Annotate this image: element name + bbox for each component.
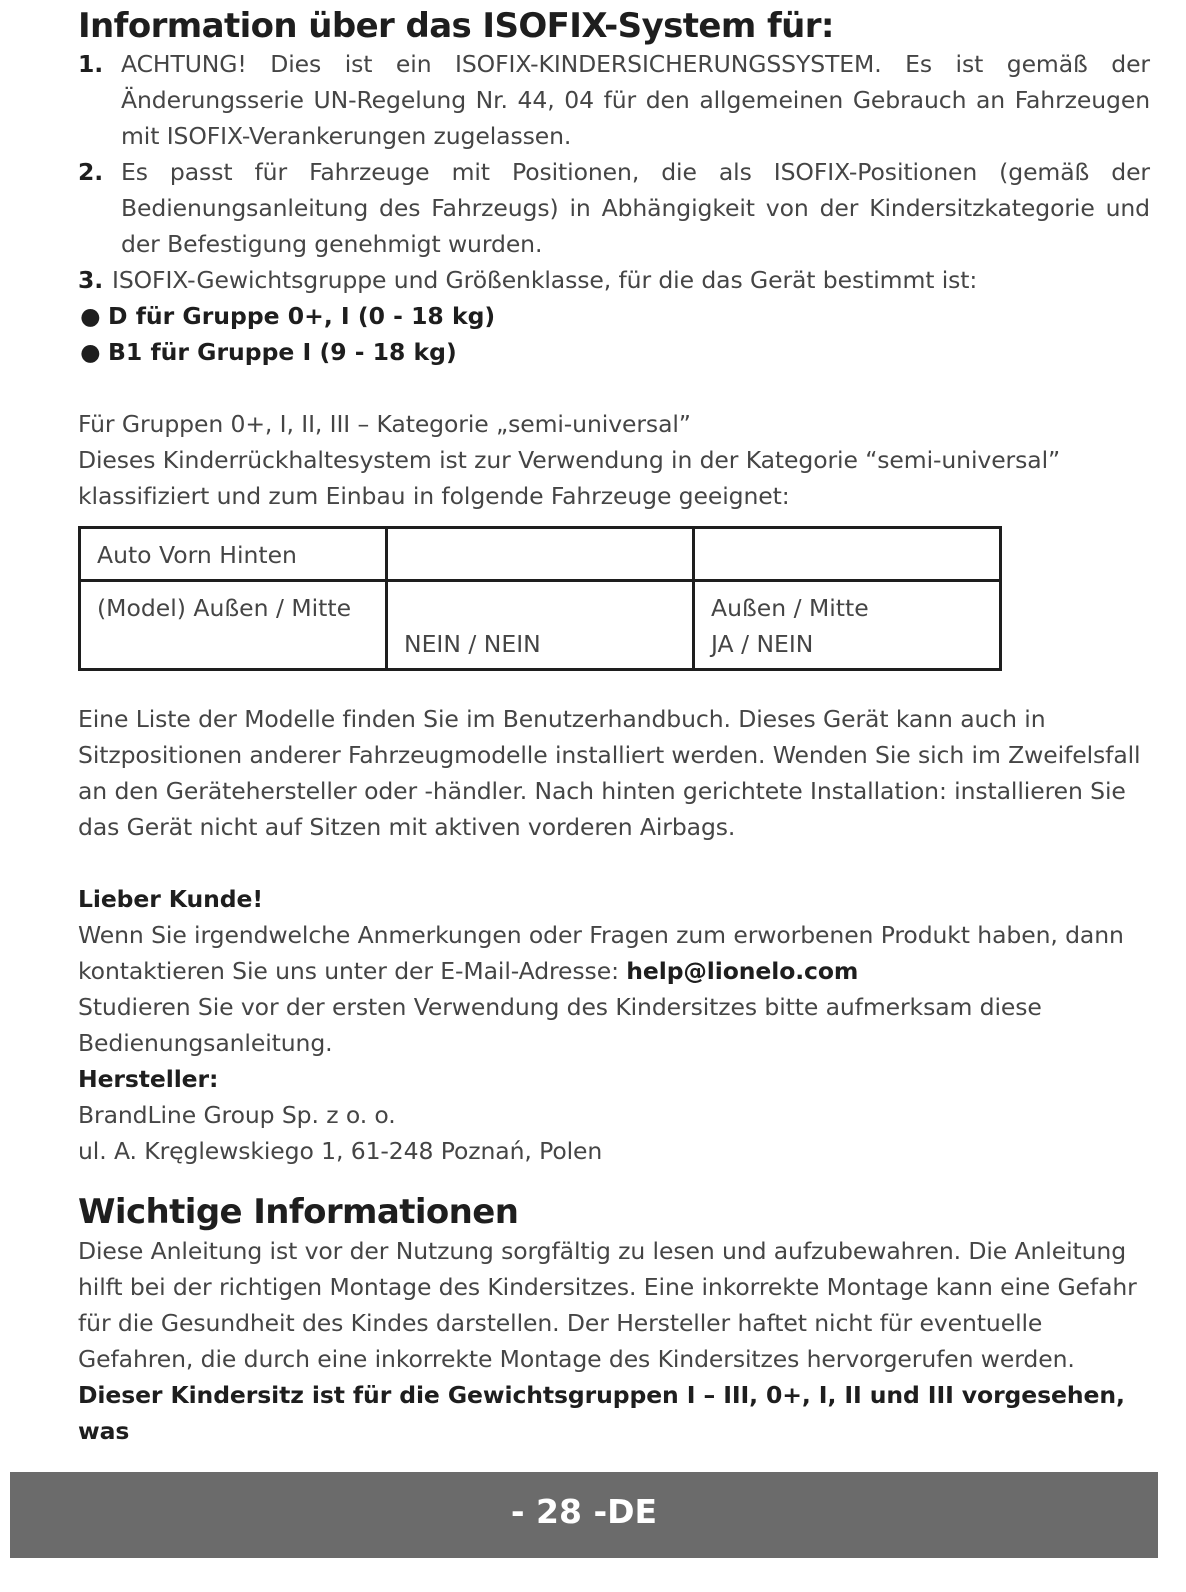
spacer	[78, 845, 1150, 881]
table-cell	[694, 528, 1001, 581]
table-cell: (Model) Außen / Mitte	[80, 581, 387, 670]
document-page	[78, 0, 1150, 1449]
contact-text: Wenn Sie irgendwelche Anmerkungen oder Fragen zum erworbenen Produkt haben, dann kontaktieren Sie uns unter der E-Mail-Adresse:	[78, 921, 1124, 985]
table-row	[80, 528, 1001, 581]
item-number: 1.	[78, 50, 104, 78]
cell-line: Außen / Mitte	[711, 594, 869, 622]
table-cell	[387, 581, 694, 670]
bullet-text: B1 für Gruppe I (9 - 18 kg)	[108, 338, 457, 366]
list-item	[78, 46, 1150, 154]
page-number: - 28 -DE	[510, 1492, 658, 1531]
spacer	[78, 370, 1150, 406]
bullet-icon: ●	[80, 338, 101, 366]
table-row	[80, 581, 1001, 670]
item-text: ISOFIX-Gewichtsgruppe und Größenklasse, für die das Gerät bestimmt ist:	[112, 266, 978, 294]
item-number: 2.	[78, 158, 104, 186]
bullet-item	[78, 334, 1150, 370]
manufacturer-name: BrandLine Group Sp. z o. o.	[78, 1101, 396, 1129]
cell-line	[404, 590, 676, 626]
list-item	[78, 262, 1150, 298]
manufacturer-label: Hersteller:	[78, 1065, 219, 1093]
important-text: Diese Anleitung ist vor der Nutzung sorgfältig zu lesen und aufzubewahren. Die Anleitung hilft bei der richtigen Montage des Kindersitzes. Eine inkorrekte Montage kann eine Gefahr für die Gesundheit des Kindes darstellen. Der Hersteller haftet nicht für eventuelle Gefahren, die durch eine inkorrekte Montage des Kindersitzes hervorgerufen werden.	[78, 1237, 1137, 1373]
cell-line: JA / NEIN	[711, 630, 814, 658]
customer-greeting: Lieber Kunde!	[78, 885, 263, 913]
important-title: Wichtige Informationen	[78, 1192, 519, 1232]
bullet-text: D für Gruppe 0+, I (0 - 18 kg)	[108, 302, 496, 330]
semi-universal-description: Dieses Kinderrückhaltesystem ist zur Verwendung in der Kategorie “semi-universal” klassifiziert und zum Einbau in folgende Fahrzeuge geeignet:	[78, 446, 1061, 510]
table-cell	[387, 528, 694, 581]
item-text: Es passt für Fahrzeuge mit Positionen, die als ISOFIX-Positionen (gemäß der Bedienungsanleitung des Fahrzeugs) in Abhängigkeit von der Kindersitzkategorie und der Befestigung genehmigt wurden.	[121, 158, 1150, 258]
customer-study-note: Studieren Sie vor der ersten Verwendung des Kindersitzes bitte aufmerksam diese Bedienungsanleitung.	[78, 993, 1042, 1057]
table-cell: Auto Vorn Hinten	[80, 528, 387, 581]
isofix-numbered-list	[78, 46, 1150, 298]
item-number: 3.	[78, 266, 104, 294]
important-bold-text: Dieser Kindersitz ist für die Gewichtsgruppen I – III, 0+, I, II und III vorgesehen, was	[78, 1381, 1125, 1445]
support-email-link[interactable]: help@lionelo.com	[626, 957, 859, 985]
semi-universal-heading: Für Gruppen 0+, I, II, III – Kategorie „semi-universal”	[78, 410, 691, 438]
spacer	[78, 1169, 1150, 1191]
weight-group-bullets	[78, 298, 1150, 370]
page-footer	[10, 1472, 1158, 1558]
item-text: ACHTUNG! Dies ist ein ISOFIX-KINDERSICHERUNGSSYSTEM. Es ist gemäß der Änderungsserie UN-Regelung Nr. 44, 04 für den allgemeinen Gebrauch an Fahrzeugen mit ISOFIX-Verankerungen zugelassen.	[121, 50, 1150, 150]
customer-contact	[78, 917, 1150, 989]
table-cell	[694, 581, 1001, 670]
cell-line: NEIN / NEIN	[404, 630, 541, 658]
bullet-icon: ●	[80, 302, 101, 330]
isofix-title: Information über das ISOFIX-System für:	[78, 6, 834, 46]
vehicle-table	[78, 526, 1002, 671]
list-item	[78, 154, 1150, 262]
models-note: Eine Liste der Modelle finden Sie im Benutzerhandbuch. Dieses Gerät kann auch in Sitzpositionen anderer Fahrzeugmodelle installiert werden. Wenden Sie sich im Zweifelsfall an den Gerätehersteller oder -händler. Nach hinten gerichtete Installation: installieren Sie das Gerät nicht auf Sitzen mit aktiven vorderen Airbags.	[78, 705, 1141, 841]
manufacturer-address: ul. A. Kręglewskiego 1, 61-248 Poznań, Polen	[78, 1137, 603, 1165]
bullet-item	[78, 298, 1150, 334]
